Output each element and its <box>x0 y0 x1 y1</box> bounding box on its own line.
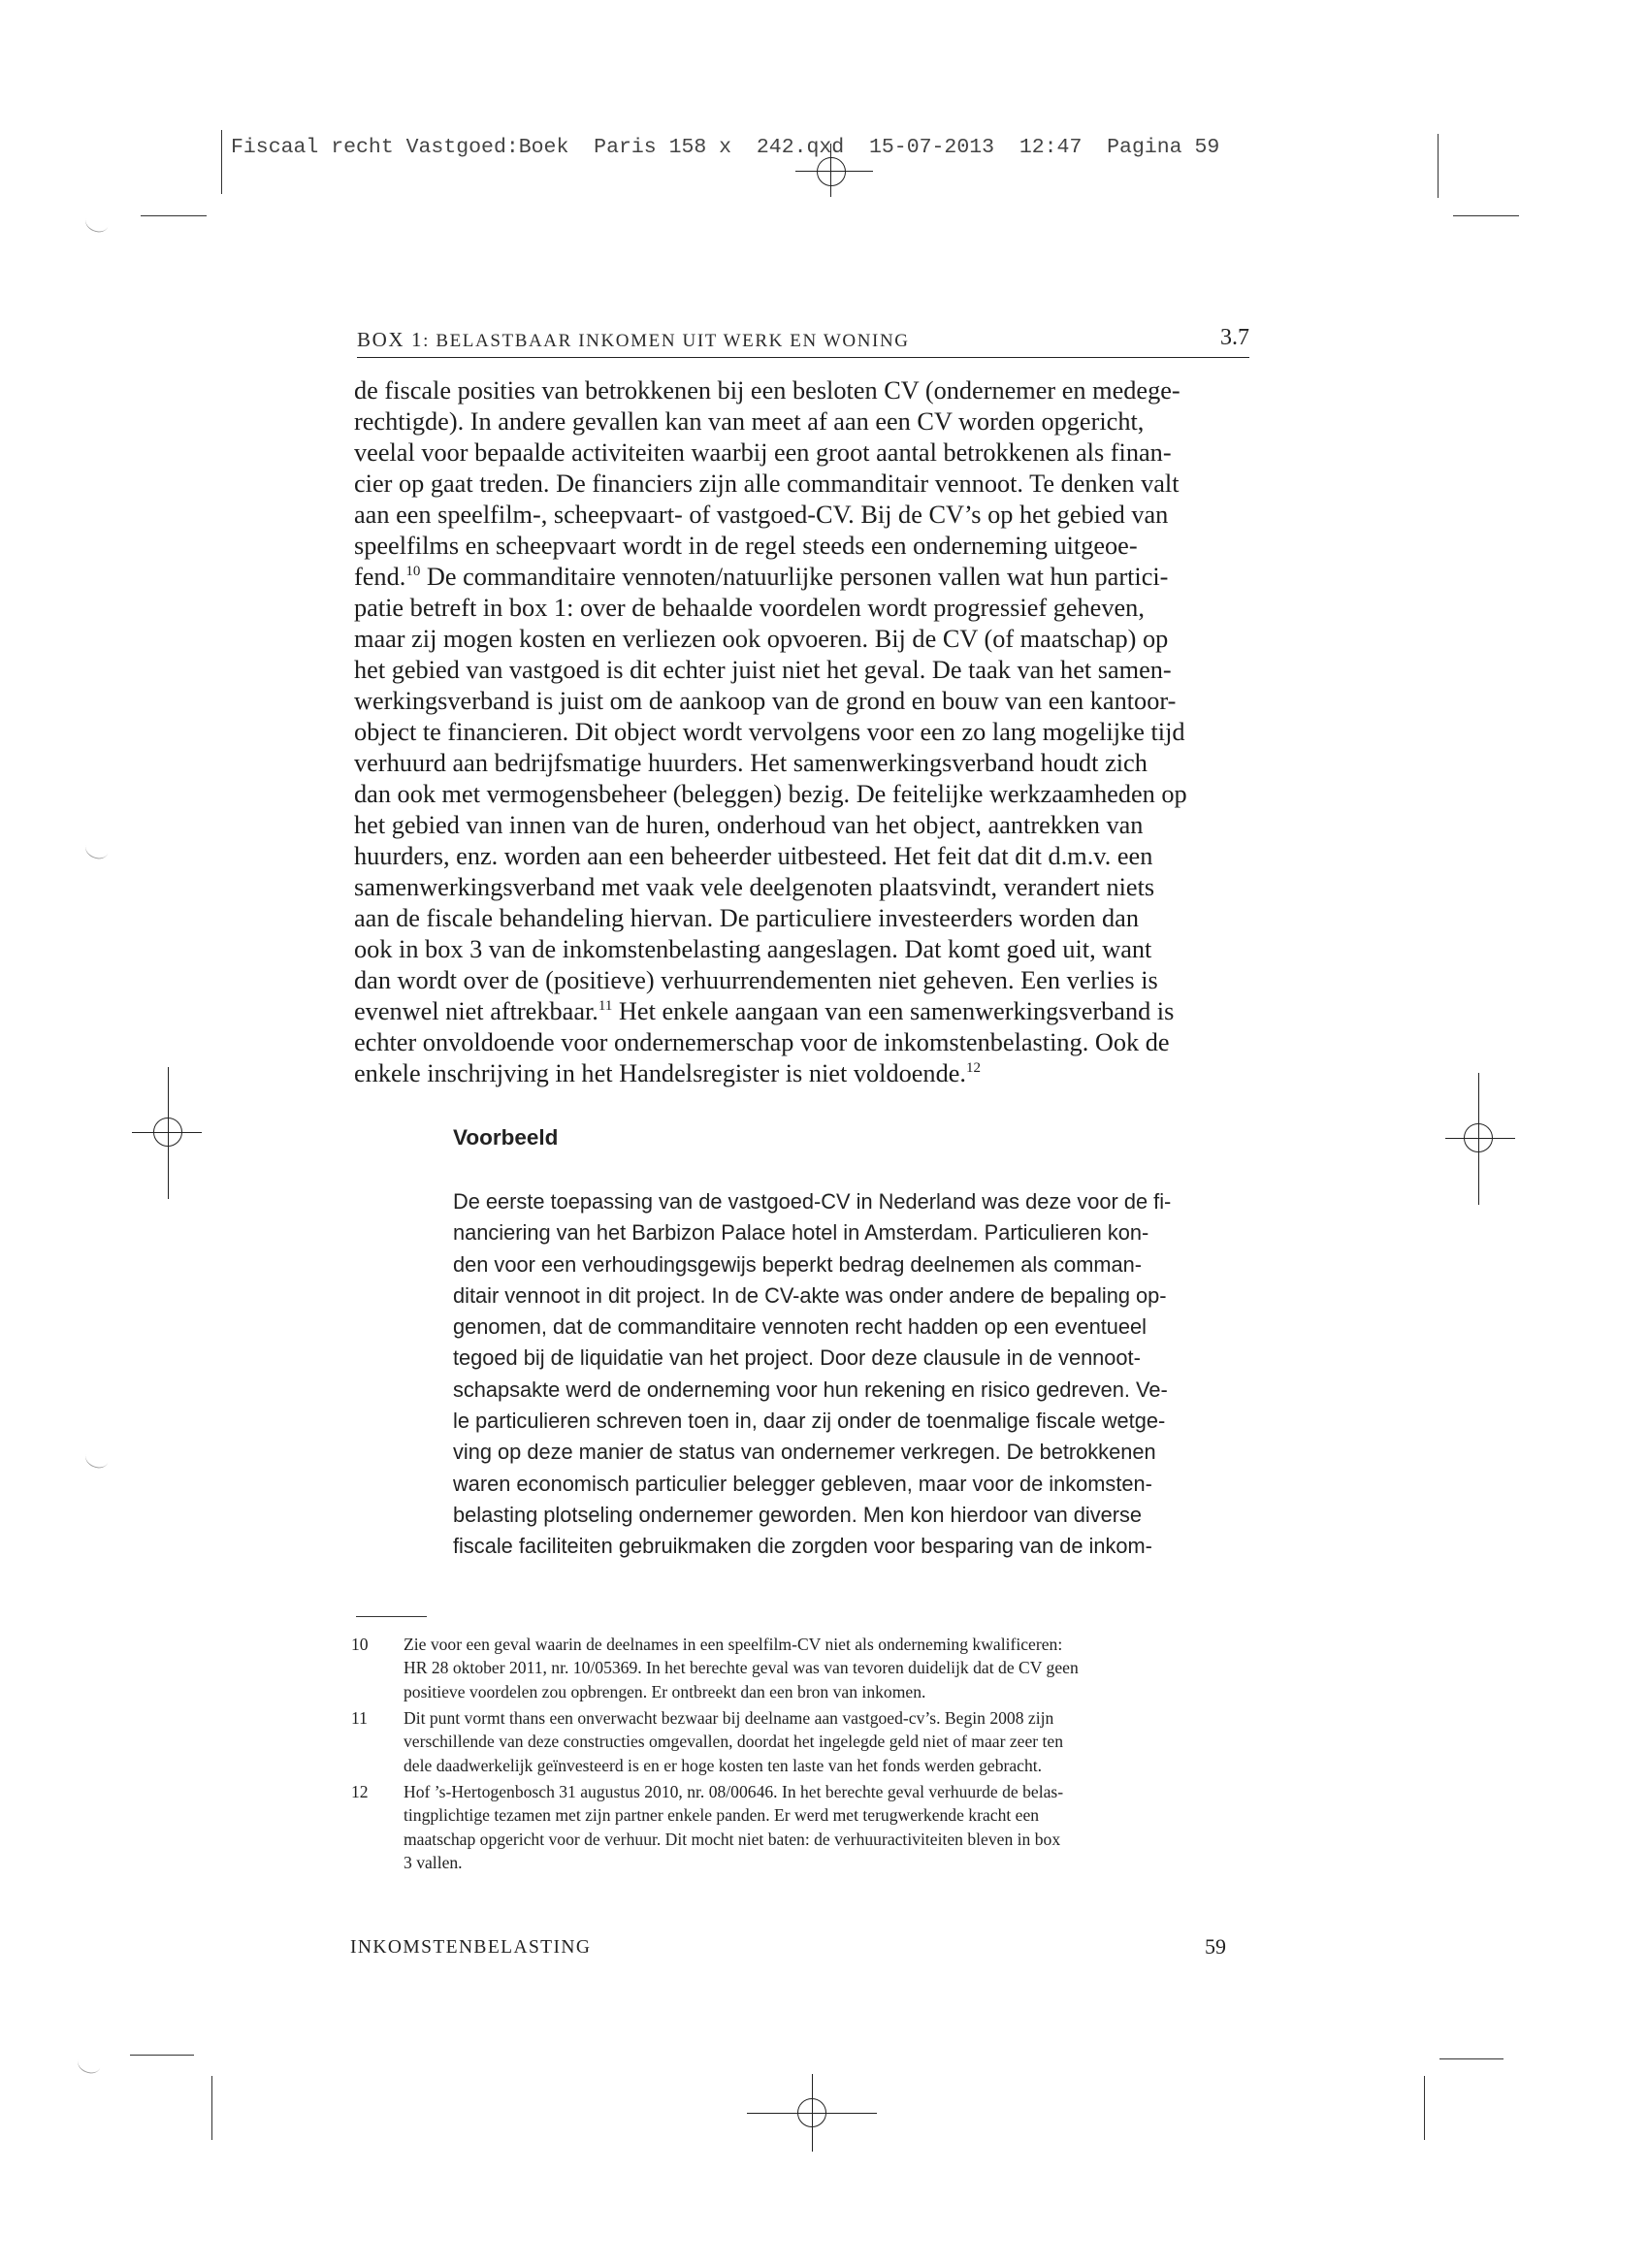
scan-artifact <box>82 836 111 861</box>
example-paragraph <box>453 1186 1219 1563</box>
crop-mark-top-left-h <box>141 215 207 216</box>
body-line: ook in box 3 van de inkomstenbelasting aangeslagen. Dat komt goed uit, want <box>354 935 1152 963</box>
footnote-line: 3 vallen. <box>404 1852 463 1872</box>
example-line: genomen, dat de commanditaire vennoten recht hadden op een eventueel <box>453 1314 1147 1340</box>
body-line: veelal voor bepaalde activiteiten waarbij een groot aantal betrokkenen als finan- <box>354 438 1172 467</box>
body-line: cier op gaat treden. De financiers zijn alle commanditair vennoot. Te denken valt <box>354 470 1180 498</box>
example-line: De eerste toepassing van de vastgoed-CV in Nederland was deze voor de fi- <box>453 1189 1172 1214</box>
example-line: ving op deze manier de status van ondernemer verkregen. De betrokkenen <box>453 1440 1156 1465</box>
example-line: waren economisch particulier belegger gebleven, maar voor de inkomsten- <box>453 1471 1152 1496</box>
footnote-11 <box>351 1706 1224 1780</box>
crop-mark-bottom-right-v <box>1424 2076 1425 2140</box>
footnote-line: positieve voordelen zou opbrengen. Er ontbreekt dan een bron van inkomen. <box>404 1681 926 1701</box>
footnote-line: Dit punt vormt thans een onverwacht bezwaar bij deelname aan vastgoed-cv’s. Begin 2008 zijn <box>404 1708 1054 1728</box>
crop-mark-bottom-left-h <box>130 2055 194 2056</box>
body-line: verhuurd aan bedrijfsmatige huurders. Het samenwerkingsverband houdt zich <box>354 749 1148 777</box>
body-line: de fiscale posities van betrokkenen bij een besloten CV (ondernemer en medege- <box>354 376 1180 405</box>
section-number: 3.7 <box>1220 325 1249 350</box>
footnote-10 <box>351 1633 1224 1706</box>
body-line: fend.$^{10}$ De commanditaire vennoten/natuurlijke personen vallen wat hun partici- <box>354 563 1169 591</box>
body-line: maar zij mogen kosten en verliezen ook opvoeren. Bij de CV (of maatschap) op <box>354 625 1169 653</box>
footnote-number: 10 <box>351 1635 369 1654</box>
footnote-ref[interactable]: 12 <box>965 1060 981 1076</box>
scan-artifact <box>82 1445 111 1471</box>
body-line: rechtigde). In andere gevallen kan van meet af aan een CV worden opgericht, <box>354 407 1145 436</box>
crop-mark-top-right-v <box>1438 134 1439 198</box>
registration-mark-right <box>1445 1073 1515 1205</box>
crop-mark-top-left-v <box>221 130 222 194</box>
printer-slug: Fiscaal recht Vastgoed:Boek Paris 158 x 242.qxd 15-07-2013 12:47 Pagina 59 <box>231 136 1220 159</box>
footnote-line: Hof ’s-Hertogenbosch 31 augustus 2010, nr. 08/00646. In het berechte geval verhuurde de belas- <box>404 1782 1064 1801</box>
example-line: schapsakte werd de onderneming voor hun rekening en risico gedreven. Ve- <box>453 1377 1168 1402</box>
scan-artifact <box>75 2051 103 2076</box>
body-paragraph <box>354 375 1248 1089</box>
footnote-line: Zie voor een geval waarin de deelnames in een speelfilm-CV niet als onderneming kwalificeren: <box>404 1635 1063 1654</box>
body-line: dan wordt over de (positieve) verhuurrendementen niet geheven. Een verlies is <box>354 966 1158 994</box>
body-line: aan een speelfilm-, scheepvaart- of vastgoed-CV. Bij de CV’s op het gebied van <box>354 501 1169 529</box>
running-header <box>357 325 1249 358</box>
footnote-line: tingplichtige tezamen met zijn partner enkele panden. Er werd met terugwerkende kracht een <box>404 1805 1040 1826</box>
crop-mark-bottom-right-h <box>1439 2058 1504 2059</box>
example-line: tegoed bij de liquidatie van het project. Door deze clausule in de vennoot- <box>453 1345 1141 1371</box>
header-box-label: BOX 1 <box>357 328 424 351</box>
body-line: het gebied van vastgoed is dit echter juist niet het geval. De taak van het samen- <box>354 656 1172 684</box>
footnote-line: HR 28 oktober 2011, nr. 10/05369. In het berechte geval was van tevoren duidelijk dat de CV geen <box>404 1658 1079 1678</box>
scan-artifact <box>82 210 111 235</box>
body-line: huurders, enz. worden aan een beheerder uitbesteed. Het feit dat dit d.m.v. een <box>354 842 1153 870</box>
body-line: het gebied van innen van de huren, onderhoud van het object, aantrekken van <box>354 811 1144 839</box>
registration-mark-bottom <box>747 2074 877 2152</box>
footnote-line: maatschap opgericht voor de verhuur. Dit mocht niet baten: de verhuuractiviteiten bleven in box <box>404 1829 1061 1849</box>
example-line: den voor een verhoudingsgewijs beperkt bedrag deelnemen als comman- <box>453 1251 1143 1277</box>
body-line: speelfilms en scheepvaart wordt in de regel steeds een onderneming uitgeoe- <box>354 532 1138 560</box>
example-heading: Voorbeeld <box>453 1125 559 1150</box>
registration-mark-top <box>795 144 873 202</box>
body-line: object te financieren. Dit object wordt vervolgens voor een zo lang mogelijke tijd <box>354 718 1185 746</box>
footnote-separator <box>356 1616 427 1617</box>
body-line: samenwerkingsverband met vaak vele deelgenoten plaatsvindt, verandert niets <box>354 873 1155 901</box>
footnote-line: verschillende van deze constructies omgevallen, doordat het ingelegde geld niet of maar zeer ten <box>404 1732 1064 1752</box>
body-line: aan de fiscale behandeling hiervan. De particuliere investeerders worden dan <box>354 904 1139 932</box>
crop-mark-bottom-left-v <box>211 2076 212 2140</box>
example-line: belasting plotseling ondernemer geworden. Men kon hierdoor van diverse <box>453 1502 1143 1527</box>
body-line: echter onvoldoende voor ondernemerschap voor de inkomstenbelasting. Ook de <box>354 1028 1170 1056</box>
footnote-line: dele daadwerkelijk geïnvesteerd is en er hoge kosten ten laste van het fonds werden gebracht. <box>404 1755 1043 1775</box>
footnote-number: 12 <box>351 1782 369 1801</box>
body-line: enkele inschrijving in het Handelsregister is niet voldoende.$^{12}$ <box>354 1059 981 1087</box>
body-line: dan ook met vermogensbeheer (beleggen) bezig. De feitelijke werkzaamheden op <box>354 780 1187 808</box>
footer-title: INKOMSTENBELASTING <box>350 1937 592 1958</box>
example-line: fiscale faciliteiten gebruikmaken die zorgden voor besparing van de inkom- <box>453 1534 1152 1559</box>
page-number: 59 <box>1205 1934 1226 1959</box>
example-line: ditair vennoot in dit project. In de CV-akte was onder andere de bepaling op- <box>453 1282 1167 1308</box>
footnote-ref[interactable]: 11 <box>598 998 613 1014</box>
crop-mark-top-right-h <box>1453 215 1519 216</box>
body-line: evenwel niet aftrekbaar.$^{11}$ Het enkele aangaan van een samenwerkingsverband is <box>354 997 1175 1025</box>
footnote-number: 11 <box>351 1708 368 1728</box>
registration-mark-left <box>132 1067 202 1199</box>
example-line: nanciering van het Barbizon Palace hotel in Amsterdam. Particulieren kon- <box>453 1220 1149 1246</box>
example-line: le particulieren schreven toen in, daar zij onder de toenmalige fiscale wetge- <box>453 1409 1166 1434</box>
footnote-ref[interactable]: 10 <box>405 564 421 579</box>
body-line: werkingsverband is juist om de aankoop van de grond en bouw van een kantoor- <box>354 687 1177 715</box>
body-line: patie betreft in box 1: over de behaalde voordelen wordt progressief geheven, <box>354 594 1145 622</box>
header-title: : BELASTBAAR INKOMEN UIT WERK EN WONING <box>423 331 910 351</box>
footnote-12 <box>351 1780 1224 1877</box>
